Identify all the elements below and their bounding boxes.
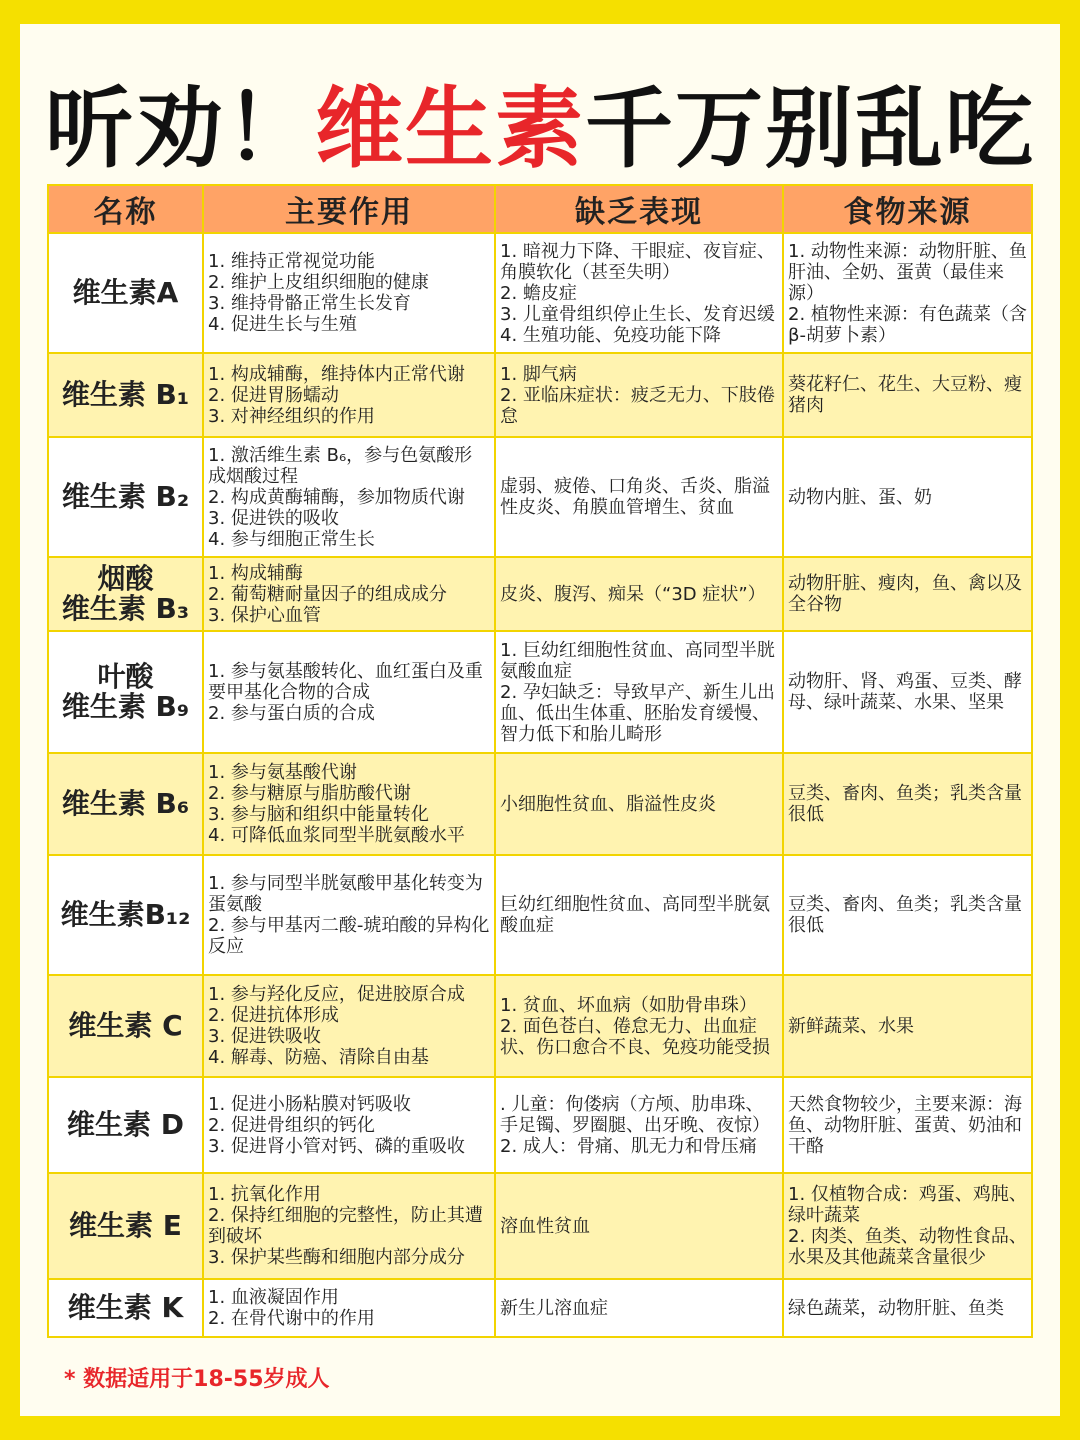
cell-sources xyxy=(783,631,1032,753)
header-functions: 主要作用 xyxy=(203,185,495,233)
cell-sources-line: 天然食物较少，主要来源：海鱼、动物肝脏、蛋黄、奶油和干酪 xyxy=(788,1093,1022,1157)
cell-sources-line: 动物内脏、蛋、奶 xyxy=(788,486,932,508)
cell-deficiency xyxy=(495,855,783,975)
cell-name xyxy=(48,1173,203,1279)
cell-name xyxy=(48,855,203,975)
table-row xyxy=(48,753,1032,855)
cell-deficiency-line: 皮炎、腹泻、痴呆（“3D 症状”） xyxy=(500,583,766,605)
cell-deficiency-line: 2. 成人：骨痛、肌无力和骨压痛 xyxy=(500,1135,757,1157)
cell-functions-line: 2. 参与糖原与脂肪酸代谢 xyxy=(208,783,411,804)
cell-functions xyxy=(203,855,495,975)
cell-sources xyxy=(783,855,1032,975)
cell-deficiency-line: 2. 蟾皮症 xyxy=(500,282,577,304)
table-row xyxy=(48,557,1032,631)
cell-functions xyxy=(203,353,495,437)
cell-functions-line: 3. 对神经组织的作用 xyxy=(208,405,375,427)
cell-functions-line: 1. 激活维生素 B₆，参与色氨酸形成烟酸过程 xyxy=(208,444,473,487)
cell-name-line: 烟酸 xyxy=(97,562,154,595)
header-sources: 食物来源 xyxy=(783,185,1032,233)
cell-deficiency-line: 1. 脚气病 xyxy=(500,363,577,385)
cell-sources-line: 动物肝脏、瘦肉，鱼、禽以及全谷物 xyxy=(788,573,1022,615)
table-row xyxy=(48,233,1032,353)
cell-deficiency-line: 1. 巨幼红细胞性贫血、高同型半胱氨酸血症 xyxy=(500,639,775,682)
table-row xyxy=(48,353,1032,437)
cell-deficiency-line: 巨幼红细胞性贫血、高同型半胱氨酸血症 xyxy=(500,894,770,936)
table-row xyxy=(48,1173,1032,1279)
cell-functions-line: 1. 维持正常视觉功能 xyxy=(208,251,375,272)
title-highlight: 维生素 xyxy=(314,77,585,180)
cell-functions xyxy=(203,437,495,557)
cell-functions-line: 1. 构成辅酶 xyxy=(208,562,303,584)
cell-functions-line: 3. 保护心血管 xyxy=(208,604,321,626)
cell-sources xyxy=(783,753,1032,855)
cell-deficiency-line: 4. 生殖功能、免疫功能下降 xyxy=(500,324,721,346)
cell-functions-line: 3. 促进肾小管对钙、磷的重吸收 xyxy=(208,1135,465,1157)
cell-sources xyxy=(783,437,1032,557)
cell-deficiency-line: 1. 暗视力下降、干眼症、夜盲症、角膜软化（甚至失明） xyxy=(500,240,775,283)
cell-functions xyxy=(203,1077,495,1173)
cell-sources xyxy=(783,1279,1032,1337)
title-prefix: 听劝！ xyxy=(44,77,315,180)
cell-deficiency xyxy=(495,233,783,353)
cell-name-line: 维生素 B₂ xyxy=(61,480,190,513)
cell-deficiency-line: . 儿童：佝偻病（方颅、肋串珠、手足镯、罗圈腿、出牙晚、夜惊） xyxy=(500,1093,770,1136)
cell-functions-line: 1. 血液凝固作用 xyxy=(208,1287,339,1308)
cell-functions-line: 4. 促进生长与生殖 xyxy=(208,314,357,335)
cell-sources xyxy=(783,353,1032,437)
table-row xyxy=(48,1077,1032,1173)
cell-deficiency-line: 溶血性贫血 xyxy=(500,1215,590,1237)
cell-functions-line: 1. 参与氨基酸代谢 xyxy=(208,762,357,783)
cell-name-line: 维生素B₁₂ xyxy=(60,898,191,931)
cell-functions-line: 2. 促进胃肠蠕动 xyxy=(208,384,339,406)
cell-deficiency xyxy=(495,1173,783,1279)
cell-deficiency xyxy=(495,631,783,753)
cell-functions-line: 2. 参与甲基丙二酸-琥珀酸的异构化反应 xyxy=(208,915,490,957)
cell-deficiency-line: 1. 贫血、坏血病（如肋骨串珠） xyxy=(500,994,757,1016)
cell-deficiency-line: 2. 面色苍白、倦怠无力、出血症状、伤口愈合不良、免疫功能受损 xyxy=(500,1015,770,1058)
cell-sources-line: 葵花籽仁、花生、大豆粉、瘦猪肉 xyxy=(788,374,1022,416)
header-name: 名称 xyxy=(48,185,203,233)
table-body xyxy=(48,233,1032,1337)
cell-functions-line: 2. 在骨代谢中的作用 xyxy=(208,1308,375,1329)
cell-functions xyxy=(203,753,495,855)
cell-functions-line: 1. 参与同型半胱氨酸甲基化转变为蛋氨酸 xyxy=(208,873,483,915)
cell-deficiency-line: 小细胞性贫血、脂溢性皮炎 xyxy=(500,793,716,815)
cell-sources-line: 豆类、畜肉、鱼类；乳类含量很低 xyxy=(788,783,1022,825)
table-row xyxy=(48,975,1032,1077)
cell-sources xyxy=(783,975,1032,1077)
cell-functions-line: 4. 解毒、防癌、清除自由基 xyxy=(208,1047,429,1068)
cell-functions-line: 2. 促进骨组织的钙化 xyxy=(208,1114,375,1136)
page-title xyxy=(20,74,1060,184)
cell-sources-line: 2. 肉类、鱼类、动物性食品、水果及其他蔬菜含量很少 xyxy=(788,1226,1027,1268)
cell-functions-line: 3. 参与脑和组织中能量转化 xyxy=(208,804,429,825)
cell-name-line: 维生素A xyxy=(72,276,179,309)
poster-card xyxy=(20,24,1060,1416)
cell-functions-line: 1. 构成辅酶，维持体内正常代谢 xyxy=(208,363,465,385)
cell-deficiency xyxy=(495,557,783,631)
cell-functions-line: 1. 参与氨基酸转化、血红蛋白及重要甲基化合物的合成 xyxy=(208,660,483,703)
cell-name-line: 维生素 C xyxy=(68,1009,183,1042)
table-row xyxy=(48,437,1032,557)
cell-sources-line: 2. 植物性来源：有色蔬菜（含β-胡萝卜素） xyxy=(788,303,1027,346)
cell-sources xyxy=(783,557,1032,631)
cell-name-line: 维生素 B₆ xyxy=(61,787,190,820)
cell-functions-line: 2. 维护上皮组织细胞的健康 xyxy=(208,272,429,293)
cell-functions xyxy=(203,233,495,353)
cell-functions-line: 2. 参与蛋白质的合成 xyxy=(208,702,375,724)
cell-functions-line: 3. 促进铁的吸收 xyxy=(208,507,339,529)
header-deficiency: 缺乏表现 xyxy=(495,185,783,233)
cell-functions-line: 3. 保护某些酶和细胞内部分成分 xyxy=(208,1247,465,1268)
cell-name xyxy=(48,1077,203,1173)
cell-name xyxy=(48,353,203,437)
cell-functions-line: 3. 促进铁吸收 xyxy=(208,1026,321,1047)
cell-name-line: 维生素 E xyxy=(69,1209,182,1242)
cell-name xyxy=(48,1279,203,1337)
cell-sources xyxy=(783,233,1032,353)
cell-functions-line: 1. 抗氧化作用 xyxy=(208,1184,321,1205)
cell-sources-line: 动物肝、肾、鸡蛋、豆类、酵母、绿叶蔬菜、水果、坚果 xyxy=(788,671,1022,713)
cell-deficiency xyxy=(495,1279,783,1337)
cell-deficiency xyxy=(495,753,783,855)
table-row xyxy=(48,631,1032,753)
table-row xyxy=(48,1279,1032,1337)
cell-deficiency xyxy=(495,437,783,557)
cell-deficiency-line: 虚弱、疲倦、口角炎、舌炎、脂溢性皮炎、角膜血管增生、贫血 xyxy=(500,476,770,518)
cell-functions xyxy=(203,1279,495,1337)
cell-name xyxy=(48,975,203,1077)
cell-functions-line: 2. 葡萄糖耐量因子的组成成分 xyxy=(208,583,447,605)
cell-sources-line: 绿色蔬菜，动物肝脏、鱼类 xyxy=(788,1297,1004,1319)
cell-functions-line: 1. 促进小肠粘膜对钙吸收 xyxy=(208,1093,411,1115)
cell-functions-line: 1. 参与羟化反应，促进胶原合成 xyxy=(208,984,465,1005)
cell-functions-line: 4. 参与细胞正常生长 xyxy=(208,528,375,550)
cell-functions-line: 3. 维持骨骼正常生长发育 xyxy=(208,293,411,314)
cell-deficiency-line: 新生儿溶血症 xyxy=(500,1297,608,1319)
cell-functions xyxy=(203,557,495,631)
vitamin-table xyxy=(47,184,1033,1338)
cell-sources-line: 1. 仅植物合成：鸡蛋、鸡肫、绿叶蔬菜 xyxy=(788,1184,1027,1226)
cell-deficiency-line: 3. 儿童骨组织停止生长、发育迟缓 xyxy=(500,303,775,325)
cell-name xyxy=(48,557,203,631)
cell-functions xyxy=(203,1173,495,1279)
cell-functions-line: 2. 保持红细胞的完整性，防止其遭到破坏 xyxy=(208,1205,483,1247)
cell-name-line: 维生素 B₃ xyxy=(61,592,190,625)
cell-functions xyxy=(203,975,495,1077)
cell-name-line: 维生素 K xyxy=(67,1291,184,1324)
footnote: * 数据适用于18-55岁成人 xyxy=(64,1367,330,1392)
cell-name-line: 维生素 D xyxy=(67,1108,184,1141)
cell-sources xyxy=(783,1173,1032,1279)
cell-functions-line: 4. 可降低血浆同型半胱氨酸水平 xyxy=(208,825,465,846)
cell-sources-line: 豆类、畜肉、鱼类；乳类含量很低 xyxy=(788,894,1022,936)
cell-functions-line: 2. 构成黄酶辅酶，参加物质代谢 xyxy=(208,486,465,508)
title-suffix: 千万别乱吃 xyxy=(585,77,1036,180)
cell-name xyxy=(48,753,203,855)
cell-name xyxy=(48,631,203,753)
cell-name xyxy=(48,233,203,353)
cell-functions-line: 2. 促进抗体形成 xyxy=(208,1005,339,1026)
cell-deficiency-line: 2. 亚临床症状：疲乏无力、下肢倦怠 xyxy=(500,384,775,427)
cell-deficiency xyxy=(495,1077,783,1173)
cell-deficiency-line: 2. 孕妇缺乏：导致早产、新生儿出血、低出生体重、胚胎发育缓慢、智力低下和胎儿畸形 xyxy=(500,681,775,745)
cell-name-line: 维生素 B₉ xyxy=(61,690,190,723)
cell-deficiency xyxy=(495,975,783,1077)
cell-deficiency xyxy=(495,353,783,437)
cell-name-line: 维生素 B₁ xyxy=(61,378,190,411)
table-row xyxy=(48,855,1032,975)
cell-sources-line: 新鲜蔬菜、水果 xyxy=(788,1015,914,1037)
cell-sources-line: 1. 动物性来源：动物肝脏、鱼肝油、全奶、蛋黄（最佳来源） xyxy=(788,240,1027,304)
cell-functions xyxy=(203,631,495,753)
cell-sources xyxy=(783,1077,1032,1173)
cell-name-line: 叶酸 xyxy=(97,660,154,693)
cell-name xyxy=(48,437,203,557)
table-header-row xyxy=(48,185,1032,233)
